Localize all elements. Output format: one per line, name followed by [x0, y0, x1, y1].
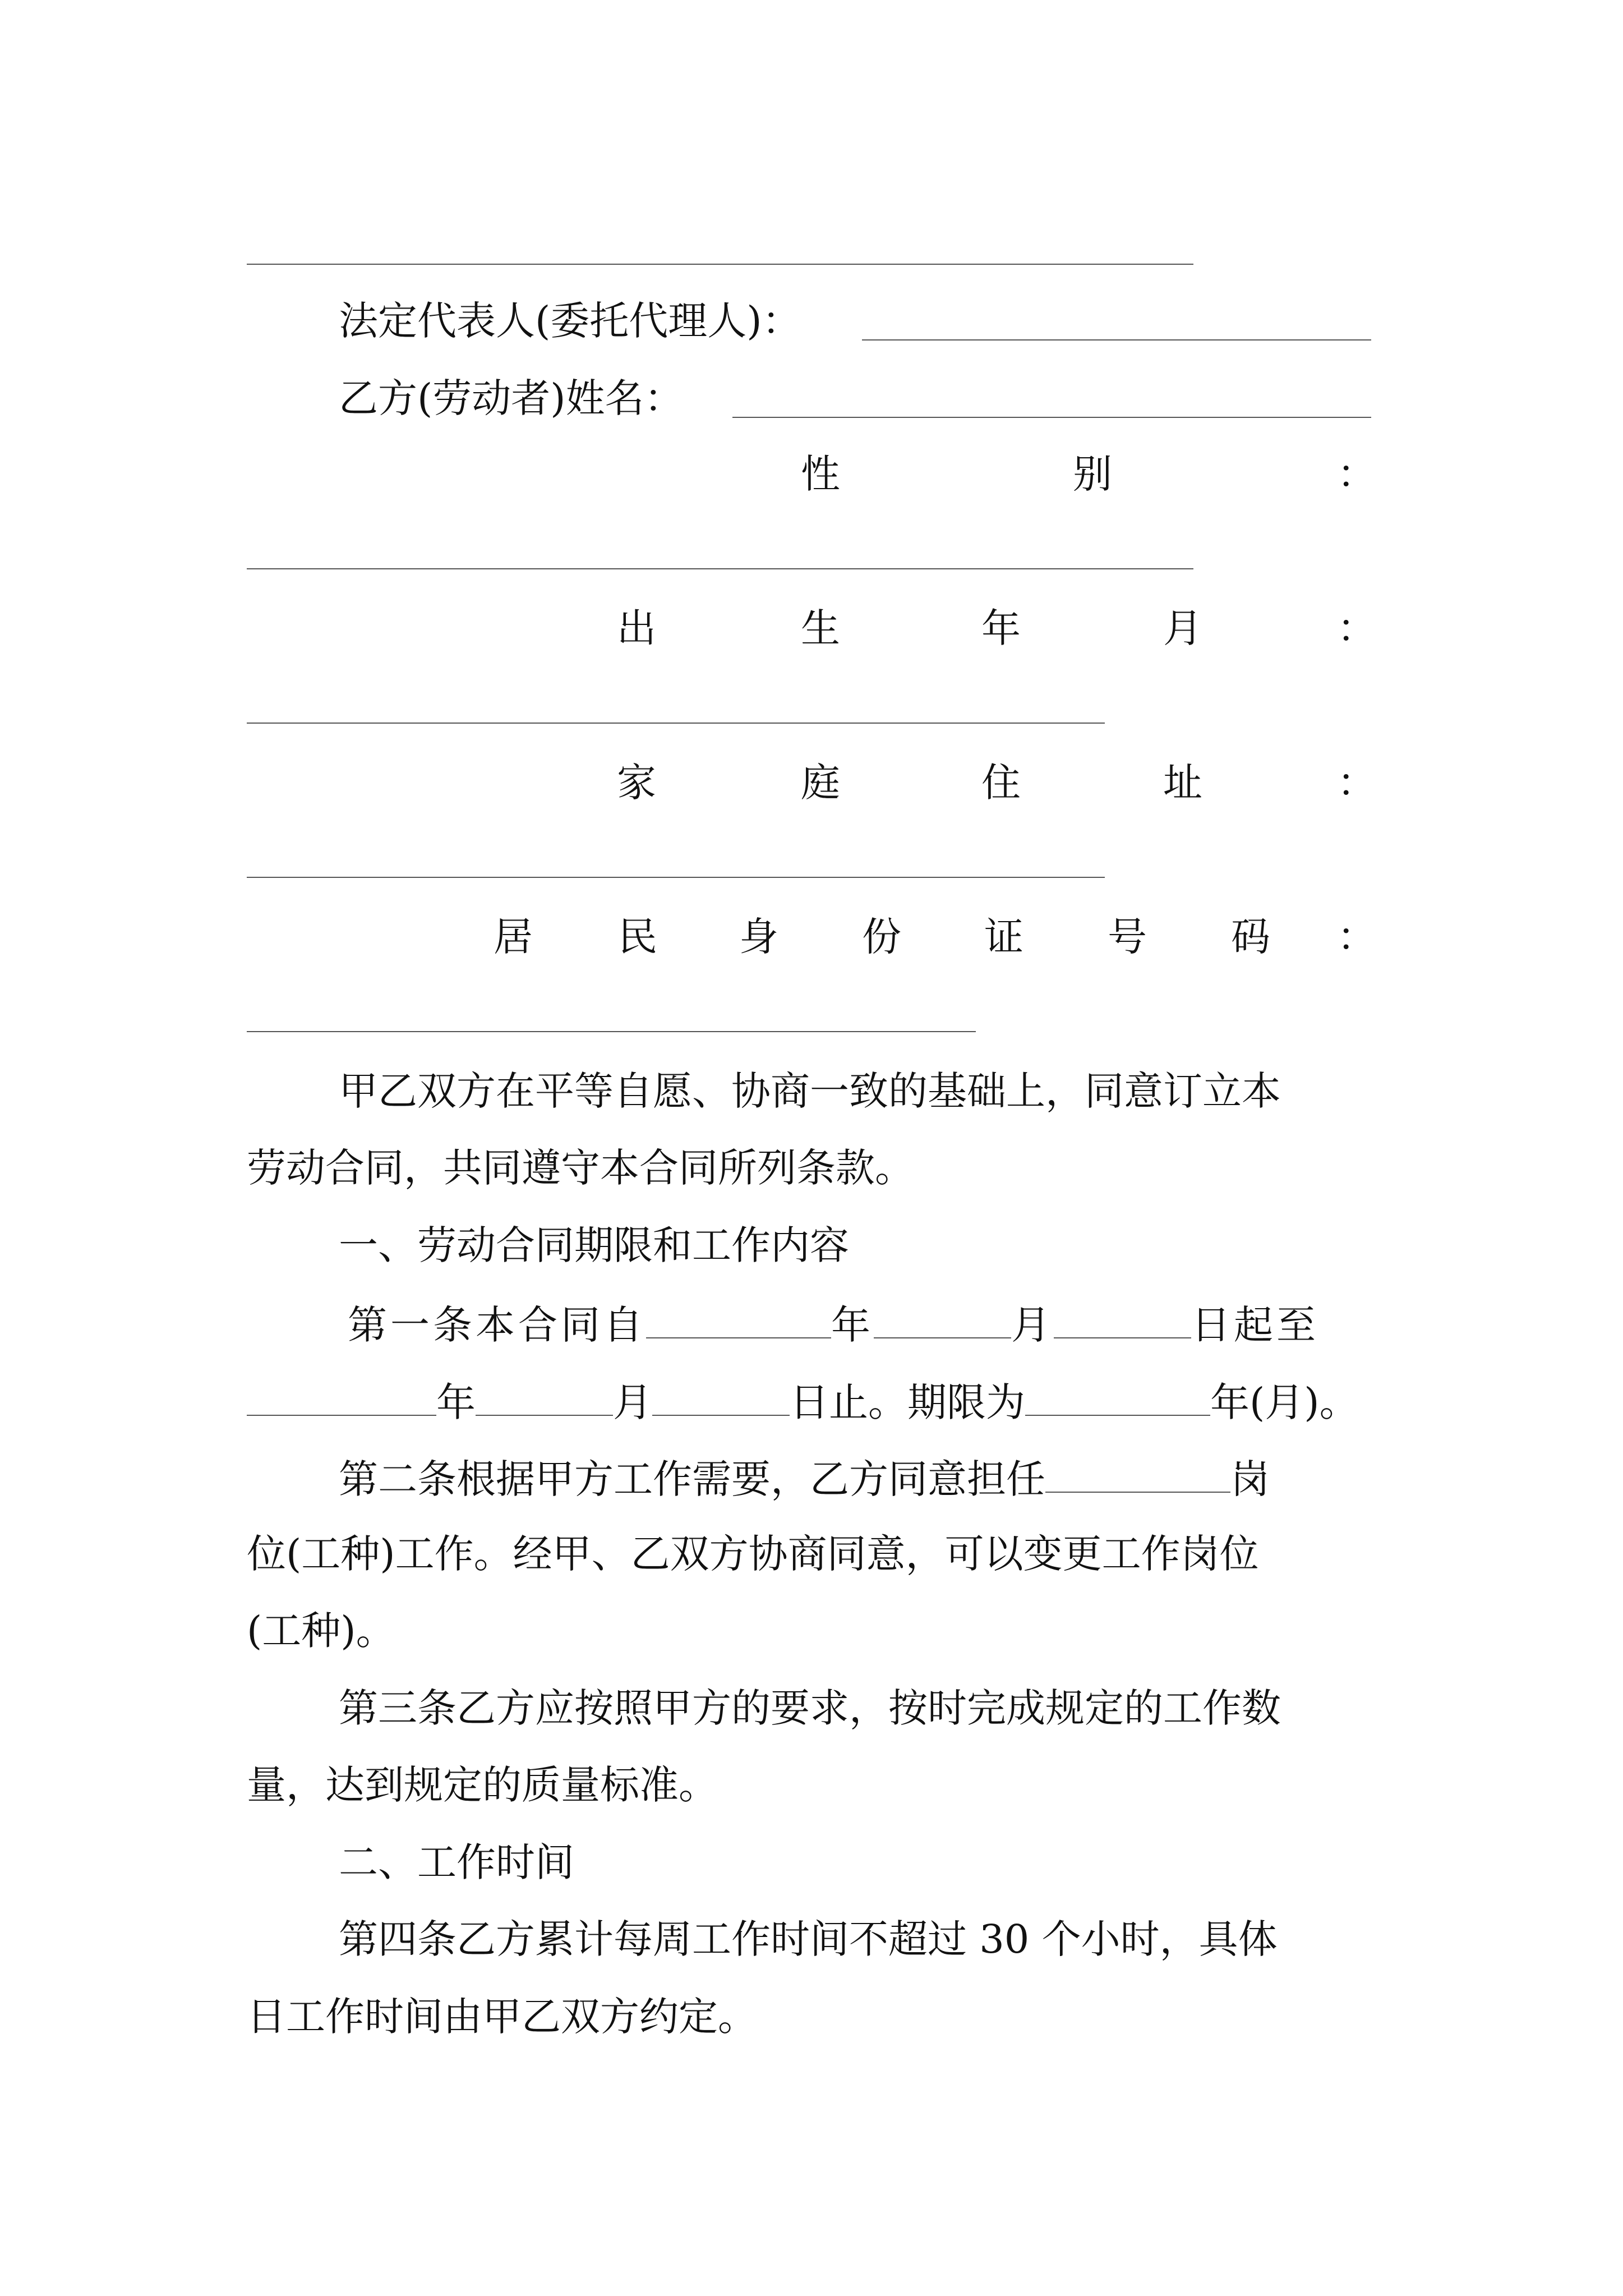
- blank-line: [247, 264, 1193, 265]
- gender-colon: ：: [1337, 451, 1376, 497]
- id-char: 份: [862, 914, 901, 960]
- party-b-name-label: 乙方(劳动者)姓名：: [339, 375, 684, 421]
- term-unit-text: 年(月)。: [1210, 1379, 1359, 1425]
- intro-line: 甲乙双方在平等自愿、协商一致的基础上，同意订立本: [339, 1068, 1281, 1114]
- gender-char: 性: [801, 451, 840, 497]
- id-colon: ：: [1337, 914, 1376, 960]
- blank-field: [1054, 1303, 1191, 1338]
- blank-field: [646, 1303, 831, 1338]
- article-4-line: 第四条乙方累计每周工作时间不超过 30 个小时，具体: [339, 1916, 1278, 1962]
- birth-char: 年: [981, 605, 1021, 651]
- id-char: 证: [984, 914, 1023, 960]
- address-char: 家: [617, 760, 656, 806]
- section-heading: 二、工作时间: [339, 1839, 574, 1885]
- blank-field: [1045, 1457, 1230, 1493]
- address-char: 址: [1163, 760, 1202, 806]
- birth-char: 月: [1163, 605, 1202, 651]
- party-b-name-row: [339, 375, 684, 421]
- birth-char: 出: [617, 605, 656, 651]
- article-1-line: [348, 1302, 1319, 1348]
- birth-field: [247, 723, 1105, 724]
- address-char: 住: [981, 760, 1021, 806]
- legal-rep-field: [862, 339, 1371, 341]
- id-char: 身: [739, 914, 778, 960]
- gender-field: [247, 568, 1193, 569]
- address-char: 庭: [801, 760, 840, 806]
- article-1-prefix: 第一条本合同自: [348, 1302, 646, 1348]
- article-3-line: 量，达到规定的质量标准。: [247, 1762, 718, 1808]
- section-heading: 一、劳动合同期限和工作内容: [339, 1222, 849, 1268]
- article-2-line: [339, 1456, 1270, 1502]
- id-char: 民: [618, 914, 657, 960]
- legal-rep-label: 法定代表人(委托代理人)：: [339, 298, 801, 344]
- article-1-line: [247, 1379, 1359, 1425]
- day-start-text: 日起至: [1191, 1302, 1319, 1348]
- address-colon: ：: [1337, 760, 1376, 806]
- article-4-line: 日工作时间由甲乙双方约定。: [247, 1994, 757, 2040]
- blank-field: [247, 1380, 436, 1416]
- article-2-text: 第二条根据甲方工作需要，乙方同意担任: [339, 1456, 1045, 1502]
- article-2-line: (工种)。: [247, 1608, 395, 1654]
- month-text: 月: [613, 1379, 652, 1425]
- party-b-name-field: [732, 417, 1371, 418]
- birth-colon: ：: [1337, 605, 1376, 651]
- id-char: 居: [494, 914, 533, 960]
- year-text: 年: [436, 1379, 476, 1425]
- blank-field: [1025, 1380, 1210, 1416]
- legal-rep-row: [339, 298, 801, 344]
- intro-line: 劳动合同，共同遵守本合同所列条款。: [247, 1145, 914, 1191]
- gender-char: 别: [1073, 451, 1112, 497]
- month-text: 月: [1011, 1302, 1054, 1348]
- article-2-text: 岗: [1230, 1456, 1270, 1502]
- blank-field: [874, 1303, 1011, 1338]
- blank-field: [652, 1380, 790, 1416]
- year-text: 年: [831, 1302, 874, 1348]
- day-end-text: 日止。期限为: [790, 1379, 1025, 1425]
- birth-char: 生: [801, 605, 840, 651]
- id-field: [247, 1031, 976, 1032]
- blank-field: [476, 1380, 613, 1416]
- article-2-line: 位(工种)工作。经甲、乙双方协商同意，可以变更工作岗位: [247, 1531, 1259, 1577]
- id-char: 码: [1231, 914, 1270, 960]
- id-char: 号: [1108, 914, 1147, 960]
- article-3-line: 第三条乙方应按照甲方的要求，按时完成规定的工作数: [339, 1685, 1281, 1731]
- address-field: [247, 877, 1105, 878]
